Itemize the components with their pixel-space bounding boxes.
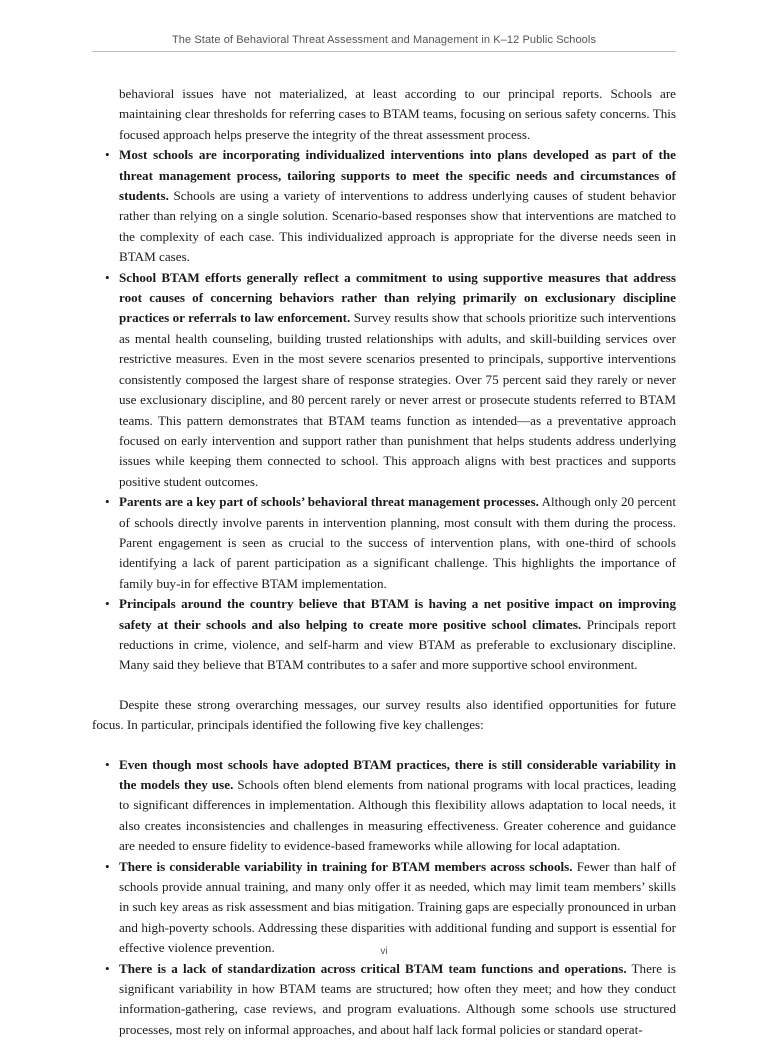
list-item <box>119 492 676 594</box>
list-item-continuation: behavioral issues have not materialized, at least according to our principal reports. Schools are maintaining clear thresholds for referring cases to BTAM teams, focusing on serious safety concerns. This focused approach helps preserve the integrity of the threat assessment process. <box>119 86 676 142</box>
running-header: The State of Behavioral Threat Assessment and Management in K–12 Public Schools <box>171 34 597 46</box>
list-item <box>119 755 676 857</box>
list-item-lead: Parents are a key part of schools’ behavioral threat management processes. <box>119 494 539 510</box>
list-item-lead: Most schools are incorporating individualized interventions into plans developed as part of the threat management process, tailoring supports to meet the specific needs and circumstances of students. <box>119 147 676 204</box>
list-item-lead: There is considerable variability in training for BTAM members across schools. <box>119 858 573 874</box>
list-item <box>119 145 676 267</box>
list-item-text: Schools often blend elements from national programs with local practices, leading to significant differences in implementation. Although this flexibility allows adaptation to local needs, it also creates inconsistencies and challenges in measuring effectiveness. Greater coherence and guidance are needed to ensure fidelity to evidence-based frameworks while allowing for local adaptation. <box>119 777 676 854</box>
list-item-text: Principals report reductions in crime, violence, and self-harm and view BTAM as preferable to exclusionary discipline. Many said they believe that BTAM contributes to a safer and more supportive school environment. <box>119 616 676 673</box>
list-item <box>119 959 676 1040</box>
list-item-lead: Principals around the country believe that BTAM is having a net positive impact on improving safety at their schools and also helping to create more positive school climates. <box>119 596 676 632</box>
list-item <box>119 857 676 959</box>
body-paragraph: Despite these strong overarching messages, our survey results also identified opportunities for future focus. In particular, principals identified the following five key challenges: <box>92 696 676 733</box>
list-item-text: Fewer than half of schools provide annual training, and many only offer it as needed, which may limit team members’ skills in such key areas as risk assessment and bias mitigation. Training gaps are especially pronounced in urban and high-poverty schools. Addressing these disparities with additional funding and support is essential for effective violence prevention. <box>119 858 677 956</box>
challenges-list <box>92 755 676 1040</box>
page-number: vi <box>380 946 388 957</box>
list-item-text: There is significant variability in how BTAM teams are structured; how often they meet; and how they conduct information-gathering, case reviews, and program evaluations. Although some schools use structured processes, most rely on informal approaches, and about half lack formal policies or standard operat- <box>119 960 676 1037</box>
list-item <box>119 268 676 492</box>
page-body <box>92 84 676 1040</box>
header-divider <box>92 51 676 52</box>
list-item-lead: There is a lack of standardization across critical BTAM team functions and operations. <box>119 960 627 976</box>
list-item-text: Survey results show that schools prioritize such interventions as mental health counseling, building trusted relationships with adults, and skill-building services over restrictive measures. Even in the most severe scenarios presented to principals, supportive interventions consistently composed the largest share of response strategies. Over 75 percent said they rarely or never use exclusionary discipline, and 80 percent rarely or never arrest or prosecute students referred to BTAM teams. This pattern demonstrates that BTAM teams function as intended—as a preventative approach focused on early intervention and support rather than punishment that helps students address underlying issues while keeping them connected to school. This approach aligns with best practices and supports positive student outcomes. <box>119 310 676 489</box>
list-item-lead: Even though most schools have adopted BTAM practices, there is still considerable variability in the models they use. <box>119 756 676 792</box>
list-item-lead: School BTAM efforts generally reflect a commitment to using supportive measures that address root causes of concerning behaviors rather than relying primarily on exclusionary discipline practices or referrals to law enforcement. <box>119 269 676 326</box>
findings-list <box>92 84 676 676</box>
list-item-text: Although only 20 percent of schools directly involve parents in intervention planning, most consult with them during the process. Parent engagement is seen as crucial to the success of intervention plans, with one-third of schools identifying a lack of parent participation as a significant challenge. This highlights the importance of family buy-in for effective BTAM implementation. <box>119 494 676 591</box>
list-item-text: Schools are using a variety of interventions to address underlying causes of student behavior rather than relying on a single solution. Scenario-based responses show that interventions are matched to the complexity of each case. This individualized approach is appropriate for the diverse needs seen in BTAM cases. <box>119 188 676 265</box>
list-item <box>119 594 676 676</box>
